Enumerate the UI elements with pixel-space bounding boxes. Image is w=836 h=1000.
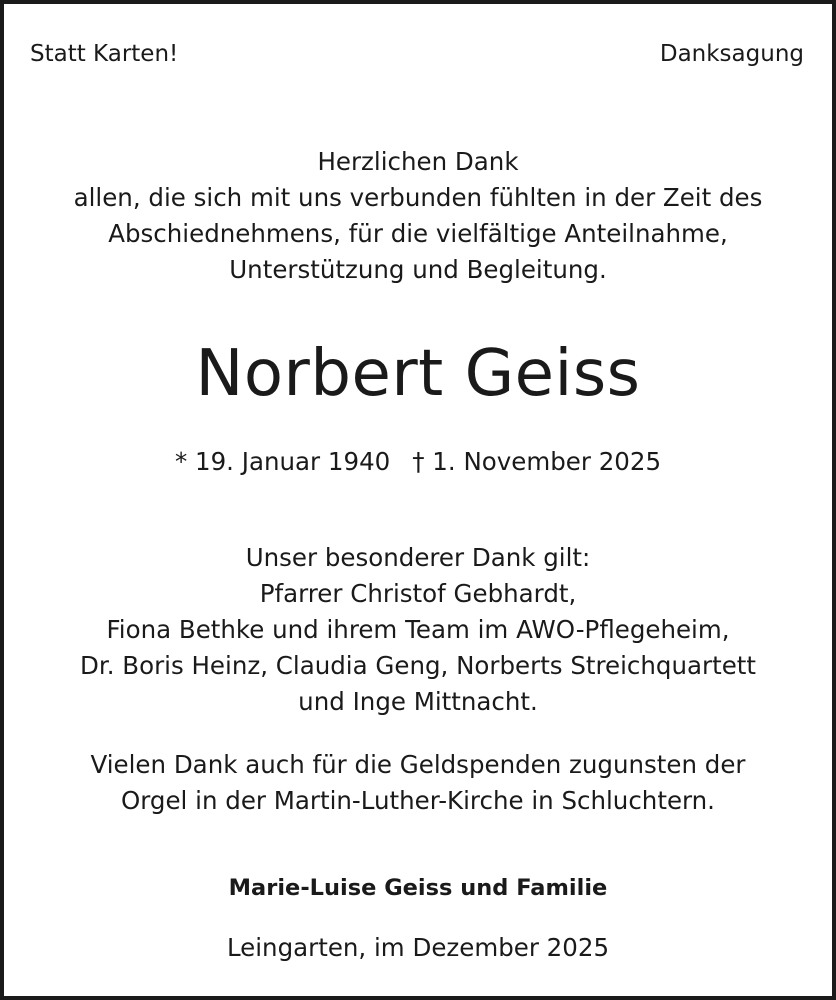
special-thanks-line: Fiona Bethke und ihrem Team im AWO-Pflegeheim, xyxy=(106,615,730,644)
special-thanks-paragraph xyxy=(4,540,832,720)
donations-paragraph xyxy=(4,747,832,819)
place-and-date: Leingarten, im Dezember 2025 xyxy=(226,933,610,962)
family-signature: Marie-Luise Geiss und Familie xyxy=(228,875,608,901)
thanks-paragraph xyxy=(4,144,832,288)
death-date: † 1. November 2025 xyxy=(412,447,662,476)
thanks-line: allen, die sich mit uns verbunden fühlten in der Zeit des xyxy=(73,183,763,212)
statt-karten-label: Statt Karten! xyxy=(30,41,179,67)
special-thanks-heading: Unser besonderer Dank gilt: xyxy=(245,543,591,572)
special-thanks-line: Pfarrer Christof Gebhardt, xyxy=(259,579,577,608)
birth-date: * 19. Januar 1940 xyxy=(174,447,391,476)
danksagung-label: Danksagung xyxy=(659,41,804,67)
donations-line: Vielen Dank auch für die Geldspenden zugunsten der xyxy=(90,750,746,779)
special-thanks-line: und Inge Mittnacht. xyxy=(298,687,538,716)
deceased-name: Norbert Geiss xyxy=(195,337,641,411)
thanks-line: Unterstützung und Begleitung. xyxy=(229,255,607,284)
donations-line: Orgel in der Martin-Luther-Kirche in Schluchtern. xyxy=(121,786,715,815)
thanks-line: Abschiednehmens, für die vielfältige Anteilnahme, xyxy=(108,219,728,248)
thanks-heading: Herzlichen Dank xyxy=(317,147,519,176)
special-thanks-line: Dr. Boris Heinz, Claudia Geng, Norberts Streichquartett xyxy=(80,651,756,680)
life-dates xyxy=(4,444,832,480)
